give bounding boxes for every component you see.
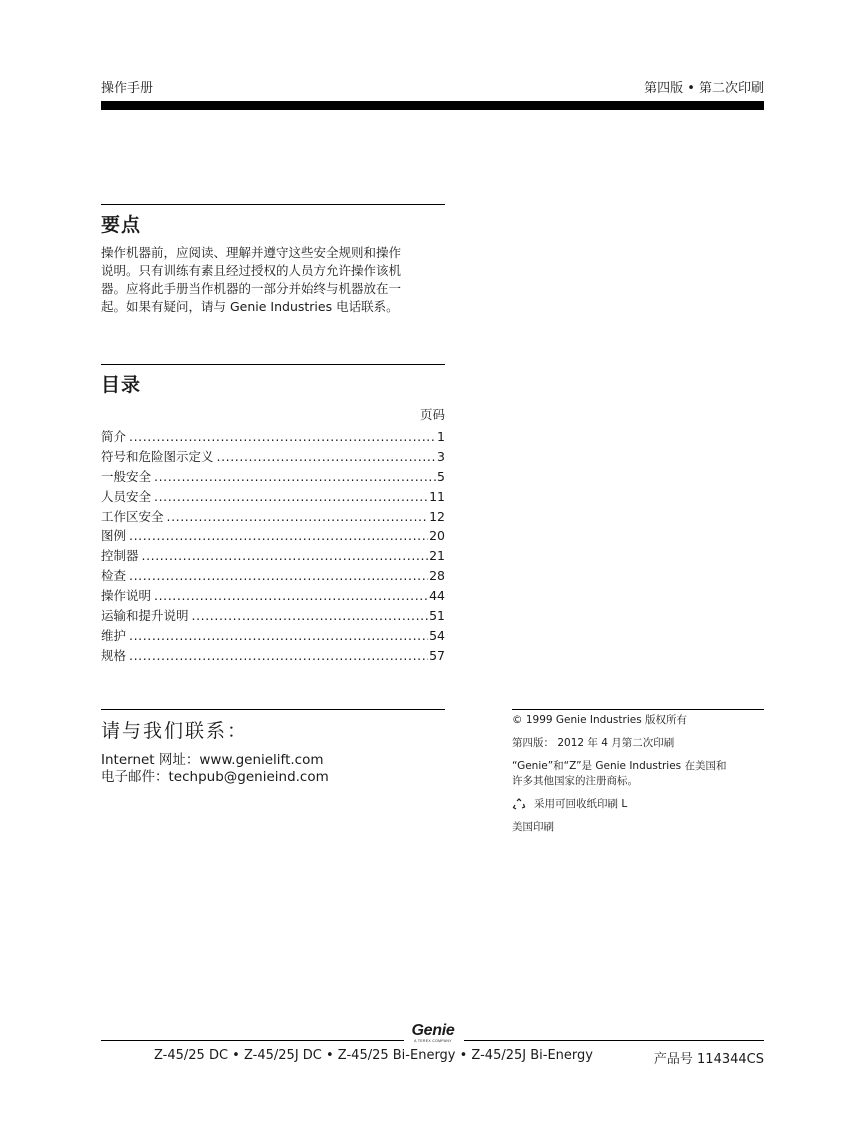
- toc-entry-page: 11: [429, 488, 445, 504]
- edition-text: 第四版： 2012 年 4 月第二次印刷: [512, 737, 675, 749]
- genie-logo-subtext: A TEREX COMPANY: [414, 1039, 452, 1043]
- important-title: 要点: [101, 214, 142, 236]
- toc-entry[interactable]: [101, 646, 445, 666]
- toc-entry[interactable]: [101, 606, 445, 626]
- toc-leader: [154, 467, 436, 487]
- toc-entry-label: 控制器: [101, 548, 139, 564]
- contact-rule: [101, 709, 445, 710]
- toc-entry-page: 51: [429, 608, 445, 624]
- important-line: 起。如果有疑问，请与 Genie Industries 电话联系。: [101, 299, 399, 314]
- toc-entry-label: 维护: [101, 627, 127, 643]
- toc-leader: [142, 546, 429, 566]
- toc-leader: [154, 586, 428, 606]
- email-link[interactable]: 电子邮件：techpub@genieind.com: [101, 769, 329, 785]
- footer-models: Z-45/25 DC • Z-45/25J DC • Z-45/25 Bi-Energy • Z-45/25J Bi-Energy: [154, 1048, 593, 1063]
- toc-entry[interactable]: [101, 427, 445, 447]
- toc-entry[interactable]: [101, 566, 445, 586]
- genie-logo-text: Genie: [411, 1022, 455, 1039]
- toc-entry-page: 44: [429, 588, 445, 604]
- toc-entry[interactable]: [101, 626, 445, 646]
- trademark-text: [512, 759, 764, 789]
- toc-entry-page: 54: [429, 627, 445, 643]
- toc-entry-label: 图例: [101, 528, 127, 544]
- trademark-line: 许多其他国家的注册商标。: [512, 775, 638, 787]
- toc-entry-label: 工作区安全: [101, 508, 164, 524]
- toc-entry-label: 符号和危险图示定义: [101, 448, 214, 464]
- important-rule: [101, 204, 445, 205]
- toc-entry-label: 人员安全: [101, 488, 152, 504]
- toc-entry-page: 21: [429, 548, 445, 564]
- genie-logo: [404, 1023, 462, 1047]
- toc-entry-label: 规格: [101, 647, 127, 663]
- legal-rule: [512, 709, 764, 710]
- printed-in-text: 美国印刷: [512, 821, 554, 833]
- header-edition: 第四版 • 第二次印刷: [644, 81, 764, 96]
- toc-entry-label: 运输和提升说明: [101, 608, 189, 624]
- trademark-line: “Genie”和“Z”是 Genie Industries 在美国和: [512, 760, 727, 772]
- toc-title: 目录: [101, 374, 142, 396]
- toc-entry-page: 12: [429, 508, 445, 524]
- toc-entry-label: 一般安全: [101, 468, 152, 484]
- toc-entry[interactable]: [101, 507, 445, 527]
- footer-rule-right: [464, 1040, 764, 1041]
- toc-entry-page: 5: [437, 468, 445, 484]
- internet-link[interactable]: Internet 网址：www.genielift.com: [101, 752, 324, 768]
- toc-entry[interactable]: [101, 586, 445, 606]
- toc-leader: [129, 646, 428, 666]
- footer-part-number: 产品号 114344CS: [653, 1052, 764, 1067]
- toc-entry[interactable]: [101, 546, 445, 566]
- recycle-icon: [512, 798, 526, 812]
- toc-entry-page: 28: [429, 568, 445, 584]
- toc-entry-label: 简介: [101, 429, 127, 444]
- important-line: 操作机器前，应阅读、理解并遵守这些安全规则和操作: [101, 245, 402, 260]
- toc-leader: [129, 526, 428, 546]
- toc-entry-page: 20: [429, 528, 445, 544]
- toc-leader: [154, 487, 428, 507]
- toc-leader: [217, 447, 437, 467]
- toc-list: [101, 405, 445, 666]
- contact-info: [101, 752, 329, 786]
- toc-entry-page: 3: [437, 448, 445, 464]
- contact-title: 请与我们联系：: [101, 720, 249, 742]
- recycled-note: [512, 797, 764, 812]
- toc-leader: [167, 507, 429, 527]
- header-bar: [101, 101, 764, 110]
- copyright-text: © 1999 Genie Industries 版权所有: [512, 714, 688, 726]
- header-manual-title: 操作手册: [101, 81, 154, 96]
- toc-leader: [129, 626, 428, 646]
- toc-entry[interactable]: [101, 447, 445, 467]
- important-text: [101, 244, 443, 316]
- toc-leader: [129, 566, 428, 586]
- recycled-text: 采用可回收纸印刷 L: [534, 798, 628, 810]
- toc-entry[interactable]: [101, 526, 445, 546]
- toc-leader: [129, 427, 436, 447]
- toc-entry[interactable]: [101, 487, 445, 507]
- toc-entry-label: 检查: [101, 568, 127, 584]
- toc-entry-label: 操作说明: [101, 588, 152, 604]
- important-line: 器。应将此手册当作机器的一部分并始终与机器放在一: [101, 281, 402, 296]
- toc-entry[interactable]: [101, 467, 445, 487]
- important-line: 说明。只有训练有素且经过授权的人员方允许操作该机: [101, 263, 402, 278]
- toc-entry-page: 1: [437, 429, 445, 444]
- toc-entry-page: 57: [429, 647, 445, 663]
- toc-rule: [101, 364, 445, 365]
- toc-page-header: 页码: [419, 407, 445, 422]
- footer-rule-left: [101, 1040, 404, 1041]
- toc-leader: [192, 606, 429, 626]
